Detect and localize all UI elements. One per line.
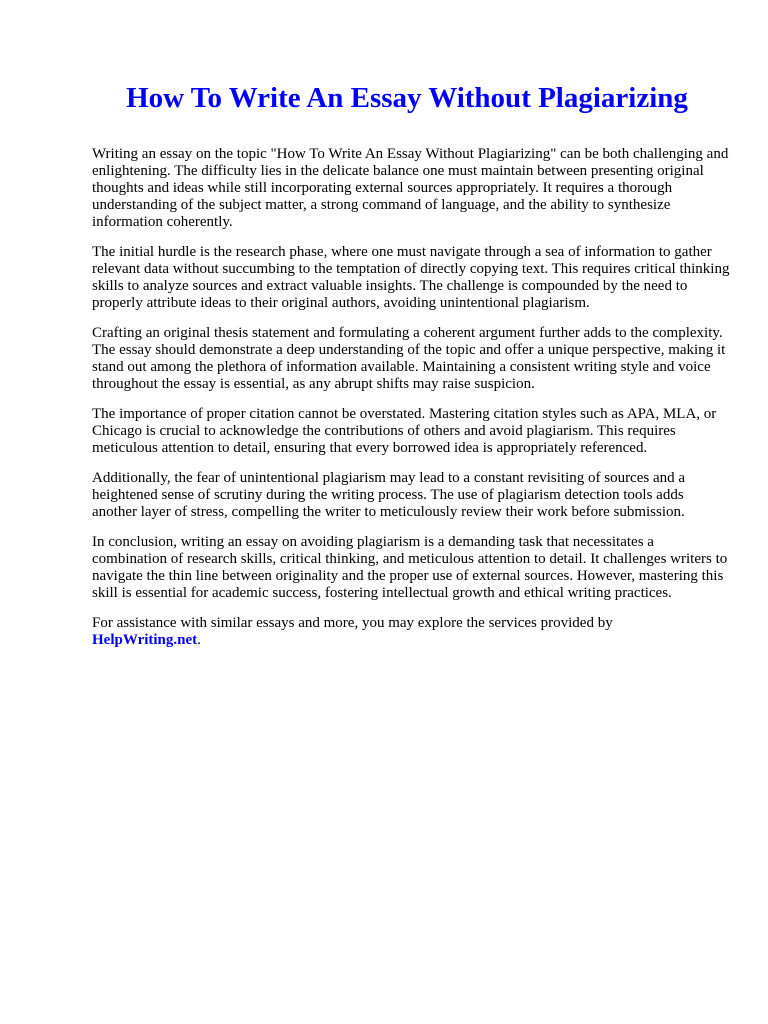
document-title: How To Write An Essay Without Plagiarizing xyxy=(126,82,688,114)
paragraph-conclusion: In conclusion, writing an essay on avoiding plagiarism is a demanding task that necessitates a combination of research skills, critical thinking, and meticulous attention to detail. It challenges writers to navigate the thin line between originality and the proper use of external sources. However, mastering this skill is essential for academic success, fostering intellectual growth and ethical writing practices. xyxy=(92,534,728,601)
paragraph-intro: Writing an essay on the topic "How To Write An Essay Without Plagiarizing" can be both challenging and enlightening. The difficulty lies in the delicate balance one must maintain between presenting original thoughts and ideas while still incorporating external sources appropriately. It requires a thorough understanding of the subject matter, a strong command of language, and the ability to synthesize information coherently. xyxy=(92,146,729,230)
paragraph-citation: The importance of proper citation cannot be overstated. Mastering citation styles such as APA, MLA, or Chicago is crucial to acknowledge the contributions of others and avoid plagiarism. This requires meticulous attention to detail, ensuring that every borrowed idea is appropriately referenced. xyxy=(92,406,717,456)
paragraph-closing xyxy=(92,615,732,649)
helpwriting-link[interactable]: HelpWriting.net xyxy=(92,632,198,648)
paragraph-fear: Additionally, the fear of unintentional plagiarism may lead to a constant revisiting of sources and a heightened sense of scrutiny during the writing process. The use of plagiarism detection tools adds another layer of stress, compelling the writer to meticulously review their work before submission. xyxy=(92,470,686,520)
paragraph-thesis: Crafting an original thesis statement and formulating a coherent argument further adds to the complexity. The essay should demonstrate a deep understanding of the topic and offer a unique perspective, making it stand out among the plethora of information available. Maintaining a consistent writing style and voice throughout the essay is essential, as any abrupt shifts may raise suspicion. xyxy=(92,325,726,392)
closing-text: For assistance with similar essays and more, you may explore the services provided by xyxy=(92,615,613,631)
paragraph-research: The initial hurdle is the research phase, where one must navigate through a sea of information to gather relevant data without succumbing to the temptation of directly copying text. This requires critical thinking skills to analyze sources and extract valuable insights. The challenge is compounded by the need to properly attribute ideas to their original authors, avoiding unintentional plagiarism. xyxy=(92,244,730,311)
closing-suffix: . xyxy=(197,632,201,648)
document-body xyxy=(92,146,732,662)
